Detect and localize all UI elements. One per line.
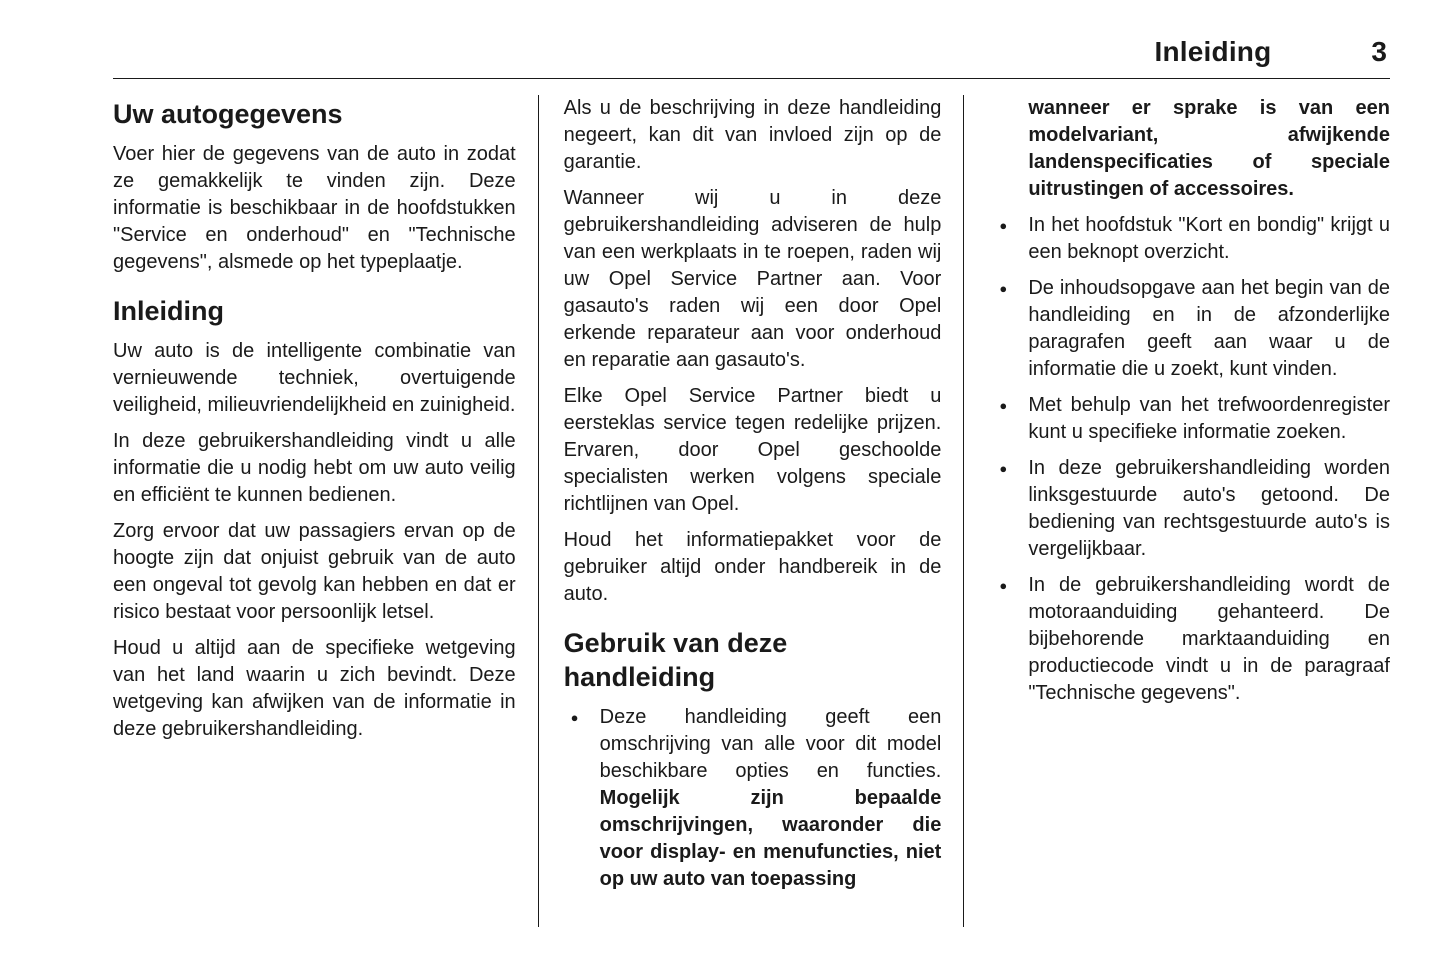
list-item [564, 704, 942, 893]
bullet-icon: ● [999, 281, 1008, 296]
section-heading-inleiding: Inleiding [113, 296, 224, 326]
paragraph: Zorg ervoor dat uw passagiers ervan op de hoogte zijn dat onjuist gebruik van de auto een ongeval tot gevolg kan hebben en dat er risico bestaat voor persoonlijk letsel. [113, 520, 516, 623]
page-number: 3 [1371, 36, 1387, 67]
bullet-icon: ● [999, 218, 1008, 233]
list-item [992, 455, 1390, 563]
list-item-text-normal: Deze handleiding geeft een omschrijving van alle voor dit model beschikbare opties en functies. [599, 706, 942, 782]
paragraph: Uw auto is de intelligente combinatie van vernieuwende techniek, overtuigende veiligheid, milieuvriendelijkheid en zuinigheid. [113, 340, 516, 416]
page-content [113, 79, 1390, 927]
list-item [992, 572, 1390, 707]
list-item [992, 212, 1390, 266]
column-2 [539, 95, 965, 927]
bullet-icon: ● [999, 461, 1008, 476]
list-item-text: In deze gebruikershandleiding worden linksgestuurde auto's getoond. De bediening van rechtsgestuurde auto's is vergelijkbaar. [1028, 457, 1390, 560]
paragraph: Wanneer wij u in deze gebruikershandleiding adviseren de hulp van een werkplaats in te roepen, raden wij uw Opel Service Partner aan. Voor gasauto's raden wij een door Opel erkende reparateur aan voor onderhoud en reparatie aan gasauto's. [563, 187, 942, 371]
bullet-icon: ● [999, 578, 1008, 593]
list-item [992, 392, 1390, 446]
list-item [992, 275, 1390, 383]
paragraph: Als u de beschrijving in deze handleiding negeert, kan dit van invloed zijn op de garantie. [563, 97, 942, 173]
list-item-text: In de gebruikershandleiding wordt de motoraanduiding gehanteerd. De bijbehorende marktaanduiding en productiecode vindt u in de paragraaf "Technische gegevens". [1028, 574, 1390, 704]
list-item-text: De inhoudsopgave aan het begin van de handleiding en in de afzonderlijke paragrafen geeft aan waar u de informatie die u zoekt, kunt vinden. [1028, 277, 1390, 380]
list-item-continuation-bold: wanneer er sprake is van een modelvariant, afwijkende landenspecificaties of speciale uitrustingen of accessoires. [1028, 97, 1390, 200]
bullet-icon: ● [999, 398, 1008, 413]
list-item-text: In het hoofdstuk "Kort en bondig" krijgt u een beknopt overzicht. [1028, 214, 1390, 263]
page-header [0, 0, 1445, 68]
column-1 [113, 95, 539, 927]
chapter-title: Inleiding [1154, 36, 1272, 67]
section-heading-uw-autogegevens: Uw autogegevens [113, 99, 343, 129]
paragraph: Elke Opel Service Partner biedt u eersteklas service tegen redelijke prijzen. Ervaren, door Opel geschoolde specialisten werken volgens speciale richtlijnen van Opel. [563, 385, 942, 515]
column-3 [964, 95, 1390, 927]
paragraph: In deze gebruikershandleiding vindt u alle informatie die u nodig hebt om uw auto veilig en efficiënt te kunnen bedienen. [113, 430, 516, 506]
list-item-text-bold: Mogelijk zijn bepaalde omschrijvingen, waaronder die voor display- en menufuncties, niet op uw auto van toepassing [599, 787, 942, 890]
list-item-text: Met behulp van het trefwoordenregister kunt u specifieke informatie zoeken. [1028, 394, 1390, 443]
bullet-icon: ● [570, 710, 579, 725]
paragraph: Houd het informatiepakket voor de gebruiker altijd onder handbereik in de auto. [563, 529, 942, 605]
paragraph: Houd u altijd aan de specifieke wetgeving van het land waarin u zich bevindt. Deze wetgeving kan afwijken van de informatie in deze gebruikershandleiding. [113, 637, 516, 740]
section-heading-gebruik-van-deze-handleiding: Gebruik van deze handleiding [563, 628, 788, 692]
list-item-text [600, 704, 942, 893]
paragraph: Voer hier de gegevens van de auto in zodat ze gemakkelijk te vinden zijn. Deze informatie is beschikbaar in de hoofdstukken "Service en onderhoud" en "Technische gegevens", alsmede op het typeplaatje. [113, 143, 516, 273]
